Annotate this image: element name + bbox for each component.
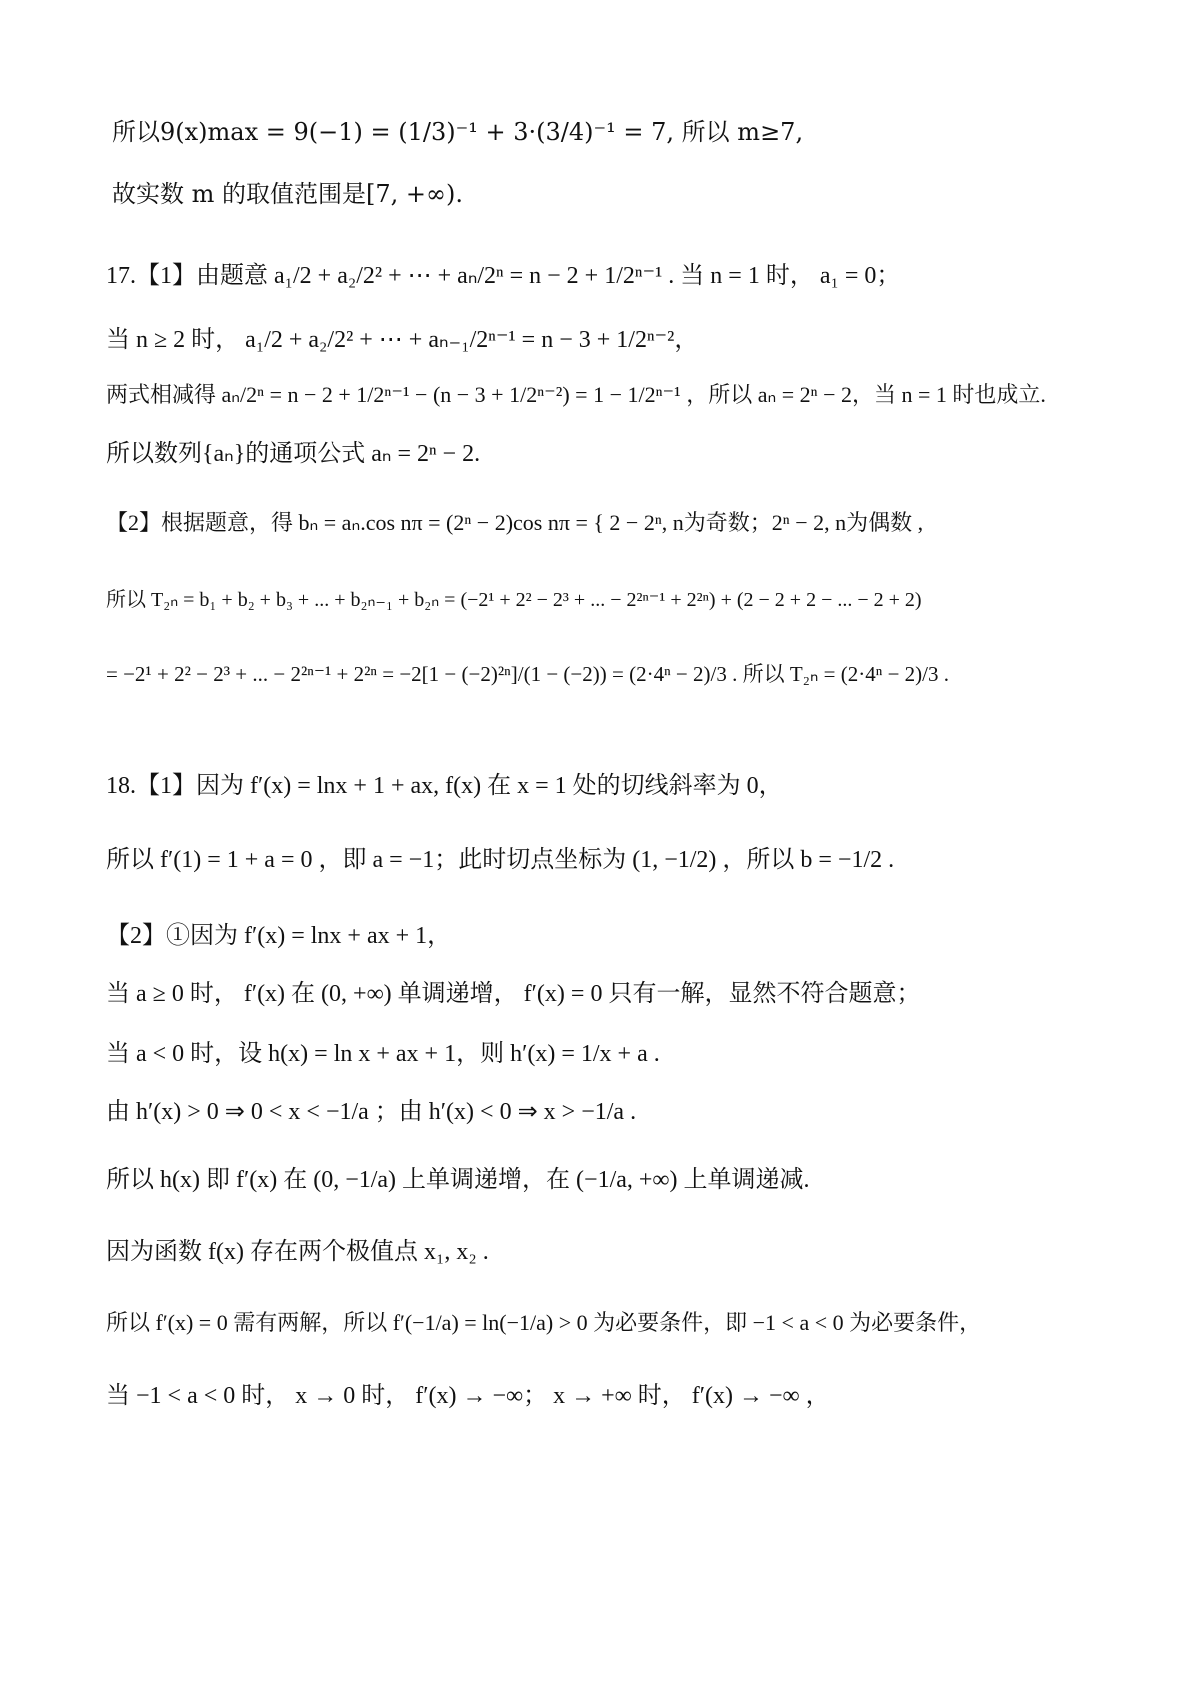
text-line-14: 当 a < 0 时，设 h(x) = ln x + ax + 1，则 h′(x) = 1/x + a . bbox=[106, 1041, 660, 1067]
text-line-16: 所以 h(x) 即 f′(x) 在 (0, −1/a) 上单调递增，在 (−1/a, +∞) 上单调递减. bbox=[106, 1167, 810, 1193]
text-line-3: 17.【1】由题意 a₁/2 + a₂/2² + ⋯ + aₙ/2ⁿ = n − 2 + 1/2ⁿ⁻¹ . 当 n = 1 时， a₁ = 0； bbox=[106, 263, 901, 289]
text-line-1: 所以9(x)max = 9(−1) = (1/3)⁻¹ + 3·(3/4)⁻¹ = 7, 所以 m≥7, bbox=[112, 118, 804, 146]
text-line-7: 【2】根据题意，得 bₙ = aₙ.cos nπ = (2ⁿ − 2)cos nπ = { 2 − 2ⁿ, n为奇数；2ⁿ − 2, n为偶数 , bbox=[106, 510, 924, 535]
text-line-4: 当 n ≥ 2 时， a₁/2 + a₂/2² + ⋯ + aₙ₋₁/2ⁿ⁻¹ = n − 3 + 1/2ⁿ⁻²， bbox=[106, 327, 699, 353]
text-line-15: 由 h′(x) > 0 ⇒ 0 < x < −1/a ；由 h′(x) < 0 ⇒ x > −1/a . bbox=[106, 1099, 637, 1125]
text-line-5: 两式相减得 aₙ/2ⁿ = n − 2 + 1/2ⁿ⁻¹ − (n − 3 + 1/2ⁿ⁻²) = 1 − 1/2ⁿ⁻¹ ，所以 aₙ = 2ⁿ − 2，当 n = 1 时也成立. bbox=[106, 382, 1046, 407]
text-line-18: 所以 f′(x) = 0 需有两解，所以 f′(−1/a) = ln(−1/a) > 0 为必要条件，即 −1 < a < 0 为必要条件， bbox=[106, 1310, 982, 1335]
text-line-2: 故实数 m 的取值范围是[7, +∞). bbox=[112, 180, 463, 208]
text-line-13: 当 a ≥ 0 时， f′(x) 在 (0, +∞) 单调递增， f′(x) = 0 只有一解，显然不符合题意； bbox=[106, 981, 921, 1007]
text-line-11: 所以 f′(1) = 1 + a = 0 ，即 a = −1；此时切点坐标为 (1, −1/2) ，所以 b = −1/2 . bbox=[106, 847, 895, 873]
text-line-9: = −2¹ + 2² − 2³ + ... − 2²ⁿ⁻¹ + 2²ⁿ = −2[1 − (−2)²ⁿ]/(1 − (−2)) = (2·4ⁿ − 2)/3 . 所以 T₂ₙ = (2·4ⁿ − 2)/3 . bbox=[106, 662, 949, 686]
text-line-17: 因为函数 f(x) 存在两个极值点 x₁, x₂ . bbox=[106, 1239, 489, 1265]
text-line-10: 18.【1】因为 f′(x) = lnx + 1 + ax, f(x) 在 x = 1 处的切线斜率为 0， bbox=[106, 773, 783, 799]
text-line-8: 所以 T₂ₙ = b₁ + b₂ + b₃ + ... + b₂ₙ₋₁ + b₂ₙ = (−2¹ + 2² − 2³ + ... − 2²ⁿ⁻¹ + 2²ⁿ) + (2 − 2 + 2 − ... − 2 + 2) bbox=[106, 589, 922, 611]
text-line-12: 【2】①因为 f′(x) = lnx + ax + 1， bbox=[106, 923, 452, 949]
text-line-6: 所以数列{aₙ}的通项公式 aₙ = 2ⁿ − 2. bbox=[106, 441, 481, 467]
text-line-19: 当 −1 < a < 0 时， x → 0 时， f′(x) → −∞； x → +∞ 时， f′(x) → −∞ ， bbox=[106, 1383, 830, 1409]
